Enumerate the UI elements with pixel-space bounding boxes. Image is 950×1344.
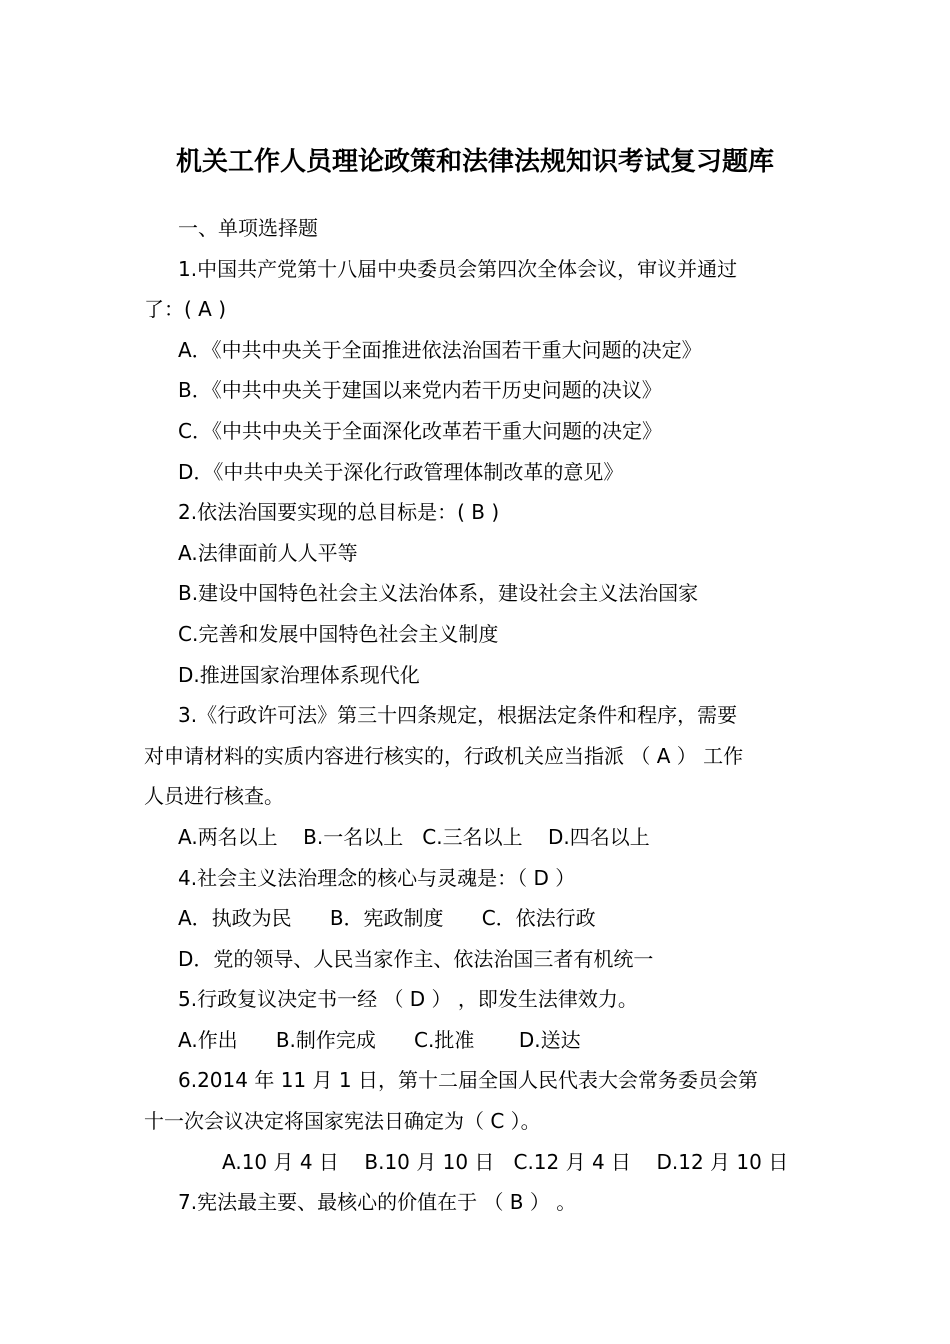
question-7-stem: 7.宪法最主要、最核心的价值在于 （ B ） 。 <box>178 1190 577 1215</box>
question-1-stem-line-2: 了：( A ) <box>144 297 227 322</box>
document-body <box>144 208 808 1223</box>
question-2-option-d: D.推进国家治理体系现代化 <box>178 662 420 687</box>
question-2-stem: 2.依法治国要实现的总目标是：( B ) <box>178 500 500 525</box>
question-1-option-d: D．《中共中央关于深化行政管理体制改革的意见》 <box>178 459 624 484</box>
question-4-option-d: D．党的领导、人民当家作主、依法治国三者有机统一 <box>178 946 654 971</box>
question-1-option-b: B．《中共中央关于建国以来党内若干历史问题的决议》 <box>178 378 662 403</box>
question-5-options: A.作出 B.制作完成 C.批准 D.送达 <box>178 1027 581 1052</box>
question-6-options: A.10 月 4 日 B.10 月 10 日 C.12 月 4 日 D.12 月 10 日 <box>222 1149 789 1174</box>
question-3-options: A.两名以上 B.一名以上 C.三名以上 D.四名以上 <box>178 824 650 849</box>
question-3-stem-line-3: 人员进行核查。 <box>144 784 284 809</box>
question-5-stem: 5.行政复议决定书一经 （ D ） ，即发生法律效力。 <box>178 987 638 1012</box>
question-3-stem-line-2: 对申请材料的实质内容进行核实的，行政机关应当指派 （ A ） 工作 <box>144 743 744 768</box>
question-1-option-a: A．《中共中央关于全面推进依法治国若干重大问题的决定》 <box>178 337 702 362</box>
question-6-stem-line-1: 6.2014 年 11 月 1 日，第十二届全国人民代表大会常务委员会第 <box>178 1068 758 1093</box>
question-2-option-c: C.完善和发展中国特色社会主义制度 <box>178 621 499 646</box>
question-4-options-abc: A．执政为民 B．宪政制度 C．依法行政 <box>178 906 596 931</box>
question-2-option-a: A.法律面前人人平等 <box>178 540 358 565</box>
question-1-stem-line-1: 1.中国共产党第十八届中央委员会第四次全体会议，审议并通过 <box>178 256 738 281</box>
question-1-option-c: C．《中共中央关于全面深化改革若干重大问题的决定》 <box>178 418 662 443</box>
document-title: 机关工作人员理论政策和法律法规知识考试复习题库 <box>175 147 774 177</box>
question-2-option-b: B.建设中国特色社会主义法治体系，建设社会主义法治国家 <box>178 581 699 606</box>
question-6-stem-line-2: 十一次会议决定将国家宪法日确定为（ C ）。 <box>144 1109 541 1134</box>
section-heading: 一、单项选择题 <box>178 216 318 240</box>
question-3-stem-line-1: 3.《行政许可法》第三十四条规定，根据法定条件和程序，需要 <box>178 703 738 728</box>
question-4-stem: 4.社会主义法治理念的核心与灵魂是：（ D ） <box>178 865 576 890</box>
